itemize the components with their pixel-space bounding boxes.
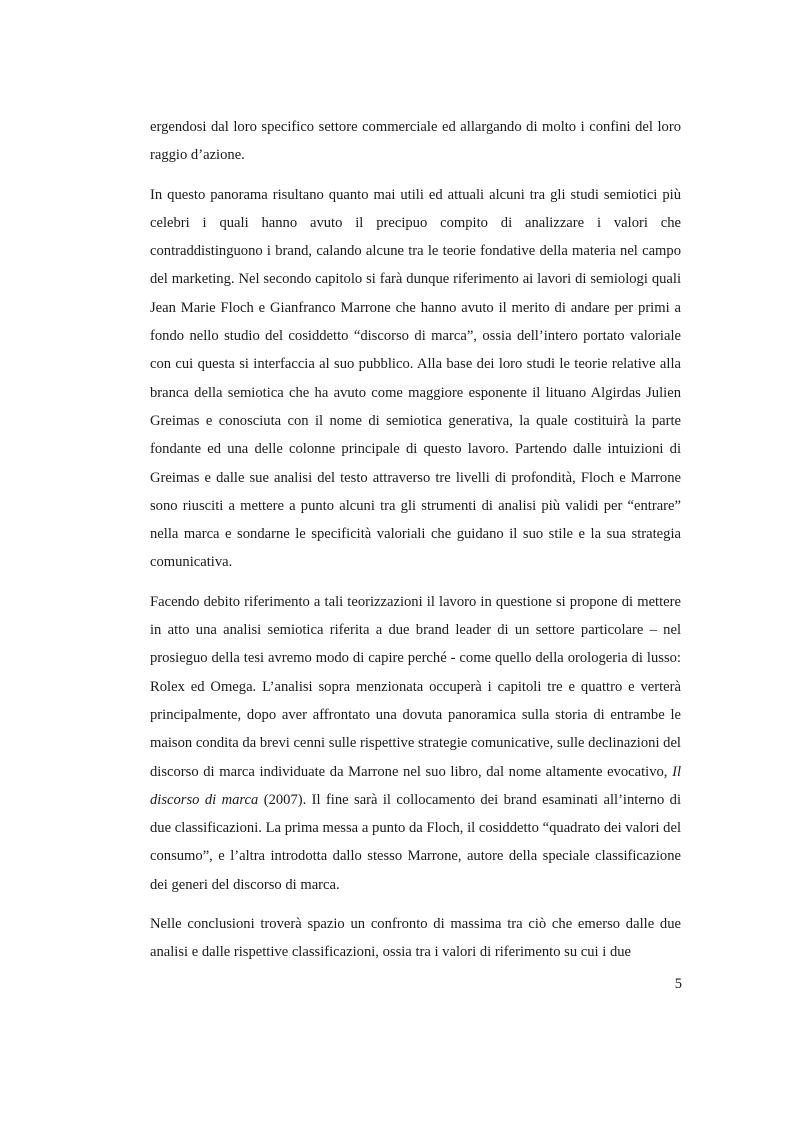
paragraph-3-text-start: Facendo debito riferimento a tali teorizzazioni il lavoro in questione si propone di mettere in atto una analisi semiotica riferita a due brand leader di un settore particolare – nel prosieguo della tesi avremo modo di capire perché - come quello della orologeria di lusso: Rolex ed Omega. L’analisi sopra menzionata occuperà i capitoli tre e quattro e verterà principalmente, dopo aver affrontato una dovuta panoramica sulla storia di entrambe le maison condita da brevi cenni sulle rispettive strategie comunicative, sulle declinazioni del discorso di marca individuate da Marrone nel suo libro, dal nome altamente evocativo, (150, 593, 681, 780)
book-title: Il discorso di marca (150, 763, 681, 808)
paragraph-1-text: ergendosi dal loro specifico settore commerciale ed allargando di molto i confini del loro raggio d’azione. (150, 119, 681, 164)
paragraph-1 (150, 113, 681, 170)
paragraph-2 (150, 181, 681, 577)
page-number: 5 (674, 976, 682, 992)
paragraph-3 (150, 588, 681, 899)
paragraph-2-text: In questo panorama risultano quanto mai utili ed attuali alcuni tra gli studi semiotici più celebri i quali hanno avuto il precipuo compito di analizzare i valori che contraddistinguono i brand, calando alcune tra le teorie fondative della materia nel campo del marketing. Nel secondo capitolo si farà dunque riferimento ai lavori di semiologi quali Jean Marie Floch e Gianfranco Marrone che hanno avuto il merito di andare per primi a fondo nello studio del cosiddetto “discorso di marca”, ossia dell’intero portato valoriale con cui questa si interfaccia al suo pubblico. Alla base dei loro studi le teorie relative alla branca della semiotica che ha avuto come maggiore esponente il lituano Algirdas Julien Greimas e conosciuta con il nome di semiotica generativa, la quale costituirà la parte fondante ed una delle colonne principale di questo lavoro. Partendo dalle intuizioni di Greimas e dalle sue analisi del testo attraverso tre livelli di profondità, Floch e Marrone sono riusciti a mettere a punto alcuni tra gli strumenti di analisi più validi per “entrare” nella marca e sondarne le specificità valoriali che guidano il suo stile e la sua strategia comunicativa. (150, 186, 681, 571)
paragraph-3-text-end: (2007). Il fine sarà il collocamento dei brand esaminati all’interno di due classificazioni. La prima messa a punto da Floch, il cosiddetto “quadrato dei valori del consumo”, e l’altra introdotta dallo stesso Marrone, autore della speciale classificazione dei generi del discorso di marca. (150, 791, 682, 893)
body-text (150, 113, 681, 978)
paragraph-4 (150, 910, 681, 967)
paragraph-4-text: Nelle conclusioni troverà spazio un confronto di massima tra ciò che emerso dalle due analisi e dalle rispettive classificazioni, ossia tra i valori di riferimento su cui i due (150, 916, 681, 961)
